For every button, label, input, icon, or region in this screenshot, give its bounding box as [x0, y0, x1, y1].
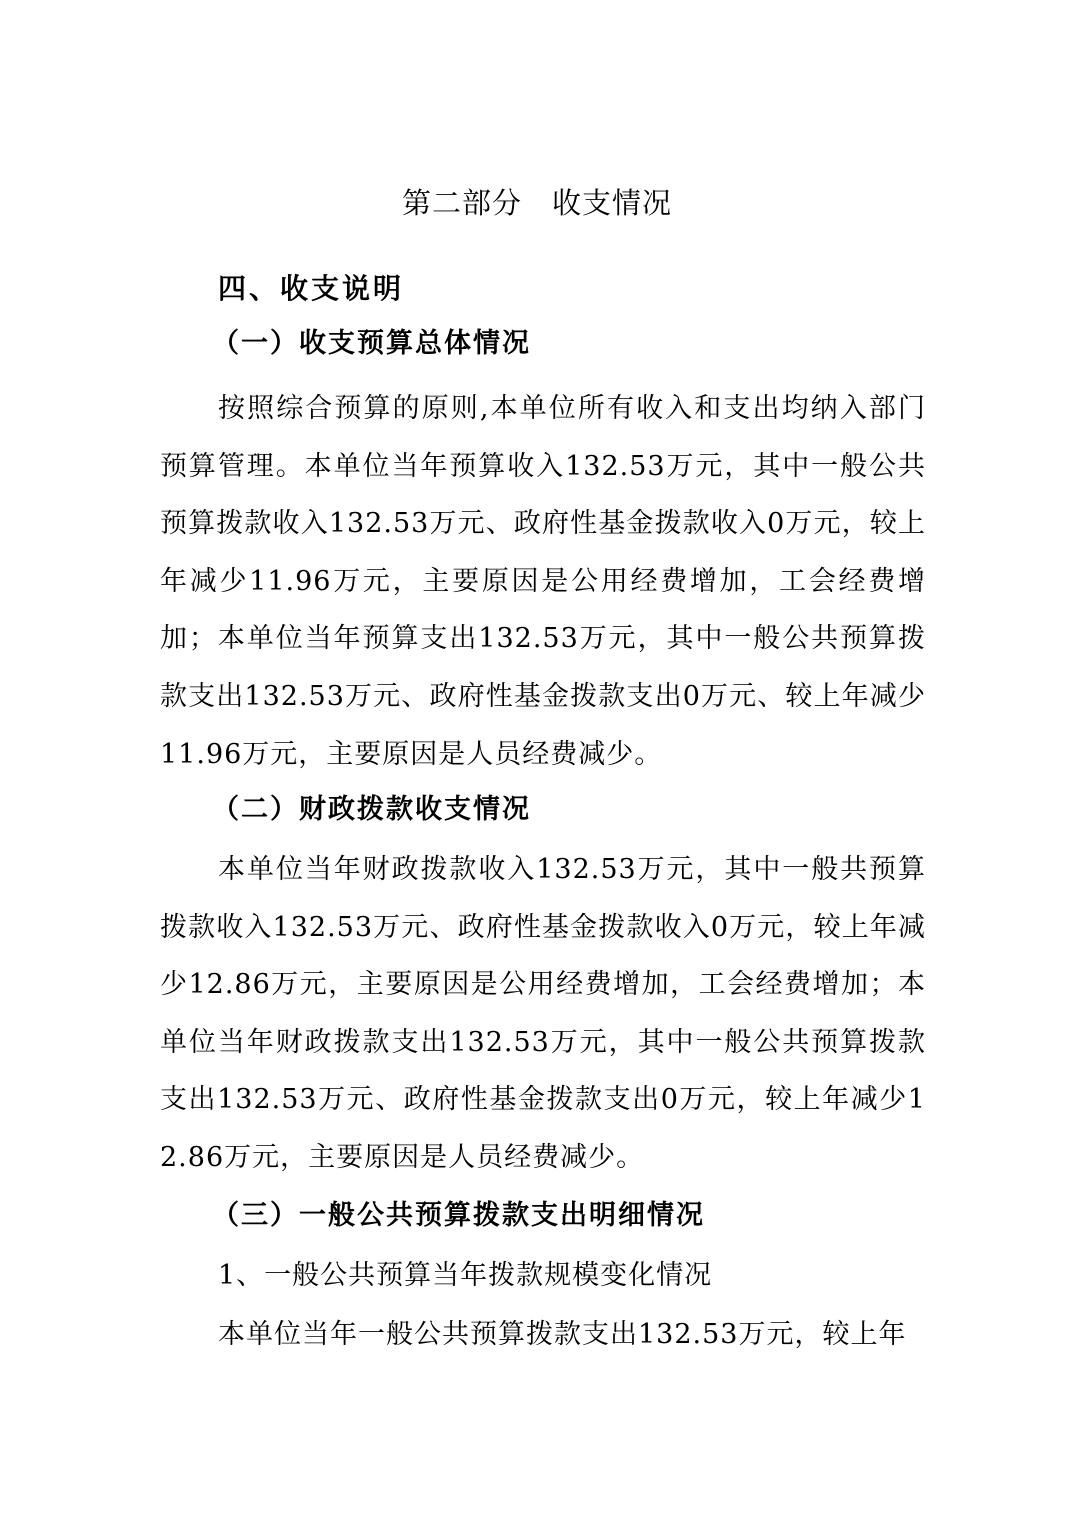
subsection-heading-1: （一）收支预算总体情况 — [212, 328, 531, 359]
section-heading: 四、收支说明 — [218, 272, 405, 305]
item-heading-1: 1、一般公共预算当年拨款规模变化情况 — [218, 1260, 713, 1291]
subsection-paragraph-3: 本单位当年一般公共预算拨款支出132.53万元，较上年 — [218, 1319, 907, 1350]
subsection-paragraph-2: 本单位当年财政拨款收入132.53万元，其中一般共预算拨款收入132.53万元、政府性基金拨款收入0万元，较上年减少12.86万元，主要原因是公用经费增加，工会经费增加；本单位当年财政拨款支出132.53万元，其中一般公共预算拨款支出132.53万元、政府性基金拨款支出0万元，较上年减少12.86万元，主要原因是人员经费减少。 — [160, 854, 926, 1173]
part-title: 第二部分 收支情况 — [401, 186, 672, 220]
subsection-heading-2: （二）财政拨款收支情况 — [212, 794, 531, 825]
subsection-paragraph-1: 按照综合预算的原则,本单位所有收入和支出均纳入部门预算管理。本单位当年预算收入132.53万元，其中一般公共预算拨款收入132.53万元、政府性基金拨款收入0万元，较上年减少11.96万元，主要原因是公用经费增加，工会经费增加；本单位当年预算支出132.53万元，其中一般公共预算拨款支出132.53万元、政府性基金拨款支出0万元、较上年减少11.96万元，主要原因是人员经费减少。 — [160, 393, 926, 770]
subsection-heading-3: （三）一般公共预算拨款支出明细情况 — [212, 1200, 705, 1231]
